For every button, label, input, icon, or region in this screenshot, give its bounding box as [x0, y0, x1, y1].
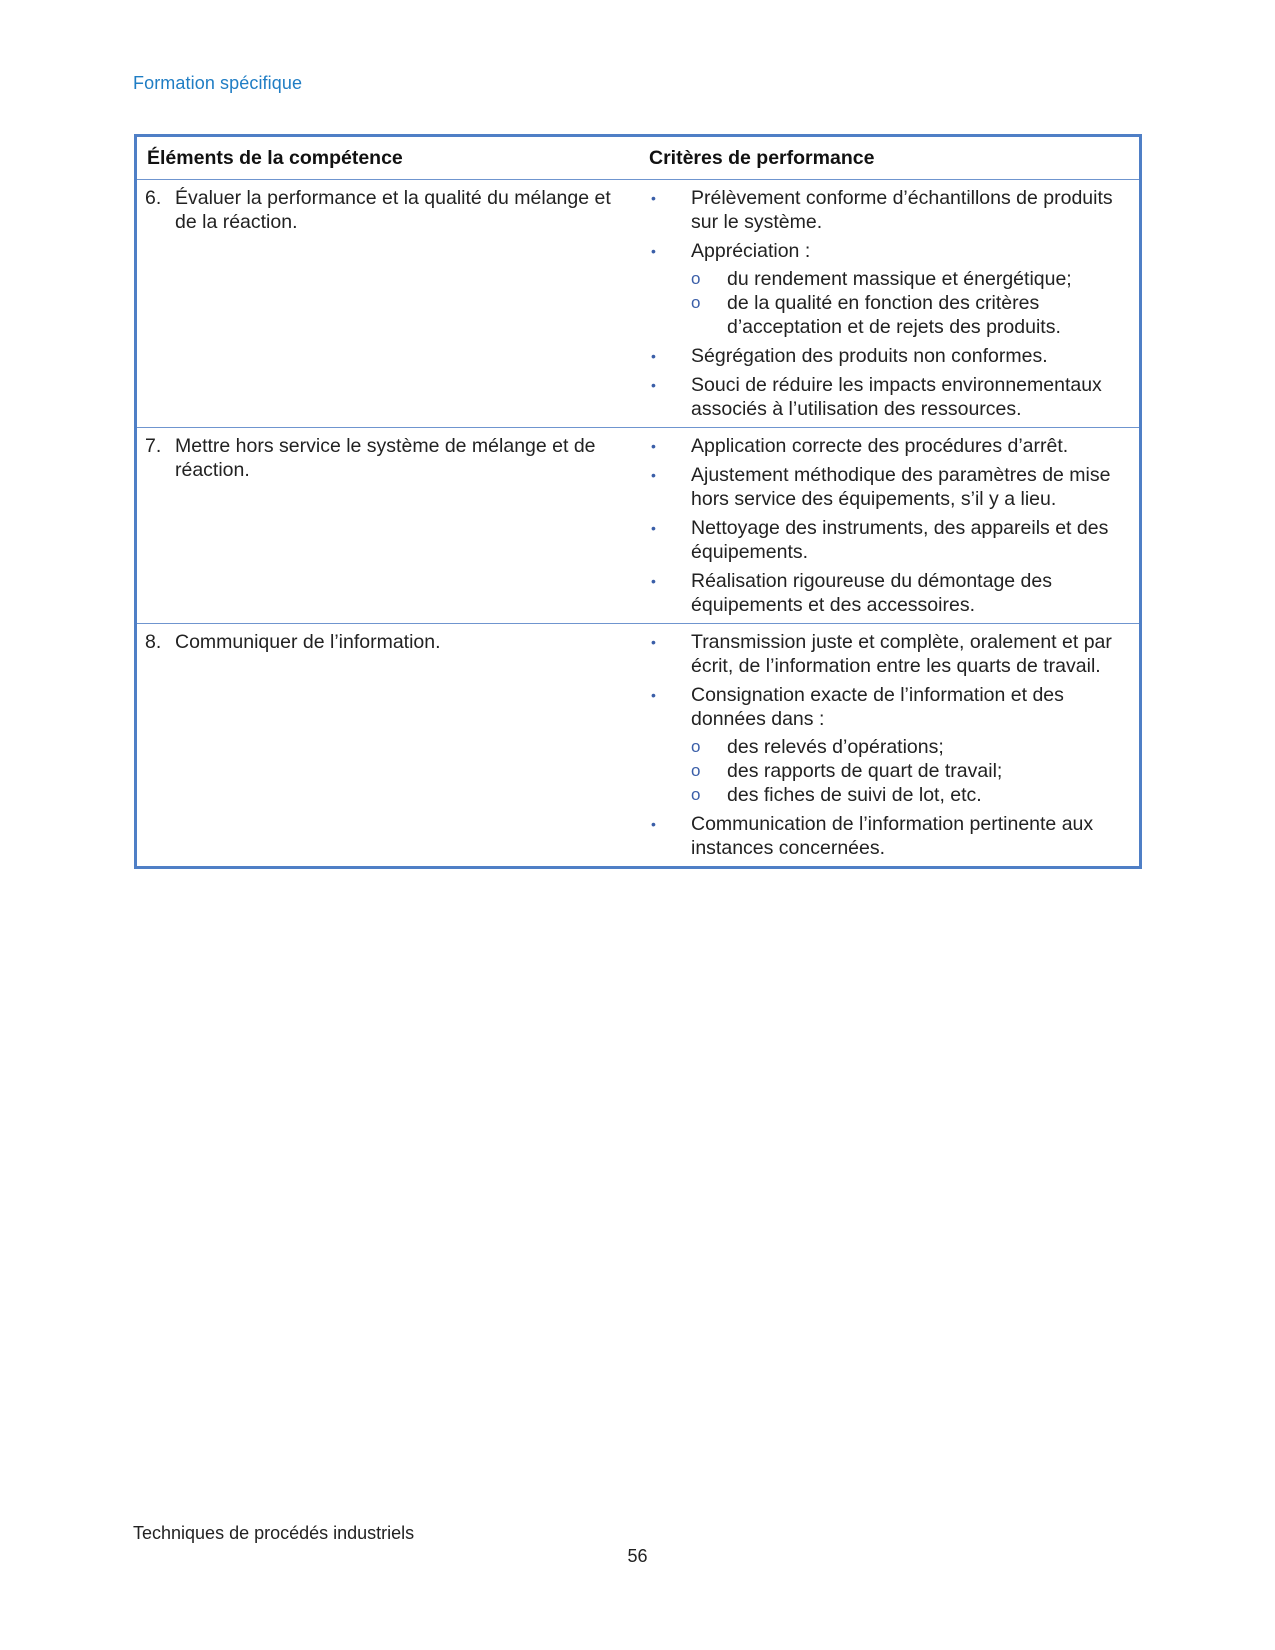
criteria-list	[647, 434, 1129, 617]
element-number: 8.	[145, 631, 162, 653]
sub-bullet-icon: o	[691, 761, 701, 780]
criteria-item	[647, 344, 1129, 368]
footer-document-title: Techniques de procédés industriels	[133, 1523, 415, 1543]
column-header-criteria: Critères de performance	[639, 137, 1139, 180]
criteria-item	[647, 683, 1129, 807]
criteria-item	[647, 373, 1129, 421]
element-number: 7.	[145, 435, 162, 457]
criteria-cell	[639, 428, 1139, 624]
criteria-item	[647, 434, 1129, 458]
element-cell	[137, 624, 639, 867]
criteria-sublist	[691, 735, 1129, 807]
table-row	[137, 428, 1139, 624]
table-row	[137, 180, 1139, 428]
criteria-item	[647, 186, 1129, 234]
criteria-text: Communication de l’information pertinente aux instances concernées.	[691, 813, 1094, 859]
criteria-text: Appréciation :	[691, 240, 811, 262]
sub-bullet-icon: o	[691, 269, 701, 288]
table-row	[137, 624, 1139, 867]
criteria-item	[647, 569, 1129, 617]
criteria-text: Nettoyage des instruments, des appareils et des équipements.	[691, 517, 1109, 563]
criteria-subitem	[691, 267, 1129, 291]
criteria-subitem-text: de la qualité en fonction des critères d’acceptation et de rejets des produits.	[727, 292, 1061, 338]
bullet-icon: •	[651, 190, 656, 206]
sub-bullet-icon: o	[691, 737, 701, 756]
sub-bullet-icon: o	[691, 293, 701, 312]
criteria-list	[647, 186, 1129, 421]
bullet-icon: •	[651, 816, 656, 832]
element-cell	[137, 180, 639, 428]
bullet-icon: •	[651, 243, 656, 259]
criteria-subitem	[691, 759, 1129, 783]
criteria-subitem-text: des relevés d’opérations;	[727, 736, 944, 758]
criteria-list	[647, 630, 1129, 860]
criteria-subitem-text: du rendement massique et énergétique;	[727, 268, 1072, 290]
criteria-item	[647, 463, 1129, 511]
running-header: Formation spécifique	[133, 73, 303, 93]
element-text: Évaluer la performance et la qualité du mélange et de la réaction.	[175, 187, 611, 233]
criteria-text: Transmission juste et complète, oralement et par écrit, de l’information entre les quarts de travail.	[691, 631, 1112, 677]
competence-table	[134, 134, 1142, 869]
bullet-icon: •	[651, 634, 656, 650]
criteria-text: Prélèvement conforme d’échantillons de produits sur le système.	[691, 187, 1113, 233]
competence-element	[145, 186, 629, 234]
criteria-subitem-text: des fiches de suivi de lot, etc.	[727, 784, 982, 806]
criteria-subitem	[691, 291, 1129, 339]
element-number: 6.	[145, 187, 162, 209]
criteria-sublist	[691, 267, 1129, 339]
bullet-icon: •	[651, 520, 656, 536]
criteria-text: Souci de réduire les impacts environnementaux associés à l’utilisation des ressources.	[691, 374, 1102, 420]
criteria-text: Consignation exacte de l’information et des données dans :	[691, 684, 1064, 730]
criteria-subitem-text: des rapports de quart de travail;	[727, 760, 1003, 782]
criteria-text: Réalisation rigoureuse du démontage des équipements et des accessoires.	[691, 570, 1052, 616]
criteria-subitem	[691, 735, 1129, 759]
criteria-text: Application correcte des procédures d’arrêt.	[691, 435, 1069, 457]
bullet-icon: •	[651, 348, 656, 364]
bullet-icon: •	[651, 573, 656, 589]
criteria-item	[647, 516, 1129, 564]
bullet-icon: •	[651, 467, 656, 483]
criteria-cell	[639, 180, 1139, 428]
column-header-elements: Éléments de la compétence	[137, 137, 639, 180]
bullet-icon: •	[651, 438, 656, 454]
element-cell	[137, 428, 639, 624]
competence-element	[145, 630, 629, 654]
criteria-item	[647, 239, 1129, 339]
criteria-item	[647, 812, 1129, 860]
criteria-text: Ségrégation des produits non conformes.	[691, 345, 1048, 367]
competence-element	[145, 434, 629, 482]
element-text: Communiquer de l’information.	[175, 631, 441, 653]
criteria-text: Ajustement méthodique des paramètres de mise hors service des équipements, s’il y a lieu.	[691, 464, 1111, 510]
page-number: 56	[627, 1546, 648, 1566]
criteria-subitem	[691, 783, 1129, 807]
element-text: Mettre hors service le système de mélange et de réaction.	[175, 435, 596, 481]
table-header-row	[137, 137, 1139, 180]
bullet-icon: •	[651, 377, 656, 393]
sub-bullet-icon: o	[691, 785, 701, 804]
table-body	[137, 180, 1139, 867]
bullet-icon: •	[651, 687, 656, 703]
criteria-cell	[639, 624, 1139, 867]
criteria-item	[647, 630, 1129, 678]
